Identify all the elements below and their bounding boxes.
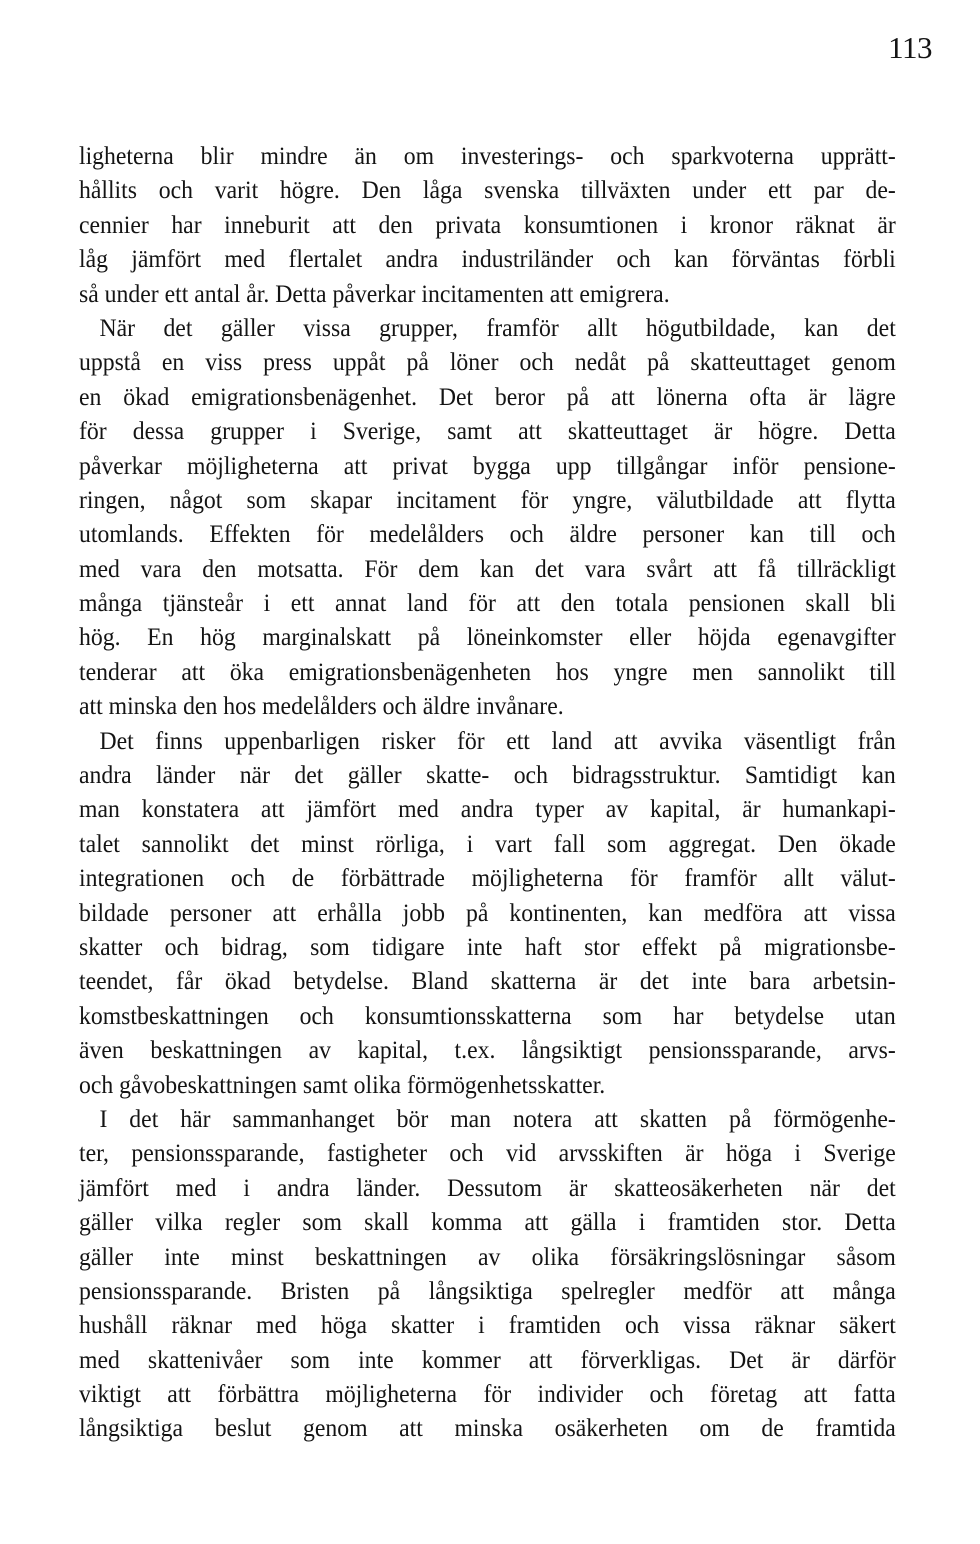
text-line: låg jämfört med flertalet andra industriländer och kan förväntas förbli xyxy=(79,244,896,274)
paragraph xyxy=(79,724,896,1102)
text-line: Det finns uppenbarligen risker för ett land att avvika väsentligt från xyxy=(99,725,896,755)
text-line: talet sannolikt det minst rörliga, i vart fall som aggregat. Den ökade xyxy=(79,828,896,858)
text-line: bildade personer att erhålla jobb på kontinenten, kan medföra att vissa xyxy=(79,897,896,927)
text-line: gäller vilka regler som skall komma att gälla i framtiden stor. Detta xyxy=(79,1207,896,1237)
text-line: många tjänsteår i ett annat land för att den totala pensionen skall bli xyxy=(79,588,896,618)
text-line: komstbeskattningen och konsumtionsskatterna som har betydelse utan xyxy=(79,1000,896,1030)
text-line: ringen, något som skapar incitament för yngre, välutbildade att flytta xyxy=(79,484,896,514)
text-line: jämfört med i andra länder. Dessutom är skatteosäkerheten när det xyxy=(79,1172,896,1202)
text-line: hållits och varit högre. Den låga svenska tillväxten under ett par de- xyxy=(79,175,896,205)
text-line: När det gäller vissa grupper, framför allt högutbildade, kan det xyxy=(99,312,896,342)
text-line: pensionssparande. Bristen på långsiktiga spelregler medför att många xyxy=(79,1275,896,1305)
paragraph xyxy=(79,1102,896,1446)
text-line: hög. En hög marginalskatt på löneinkomster eller höjda egenavgifter xyxy=(79,622,896,652)
text-line: integrationen och de förbättrade möjligheterna för framför allt välut- xyxy=(79,863,896,893)
text-line: påverkar möjligheterna att privat bygga upp tillgångar inför pensione- xyxy=(79,450,896,480)
text-line: skatter och bidrag, som tidigare inte haft stor effekt på migrationsbe- xyxy=(79,931,896,961)
text-line: ligheterna blir mindre än om investerings- och sparkvoterna upprätt- xyxy=(79,141,896,170)
text-line: så under ett antal år. Detta påverkar incitamenten att emigrera. xyxy=(79,278,670,308)
text-line: andra länder när det gäller skatte- och bidragsstruktur. Samtidigt kan xyxy=(79,760,896,790)
text-line: tenderar att öka emigrationsbenägenheten hos yngre men sannolikt till xyxy=(79,656,896,686)
text-line: utomlands. Effekten för medelålders och äldre personer kan till och xyxy=(79,519,896,549)
text-line: långsiktiga beslut genom att minska osäkerheten om de framtida xyxy=(79,1413,896,1443)
text-line: man konstatera att jämfört med andra typer av kapital, är humankapi- xyxy=(79,794,896,824)
text-line: teendet, får ökad betydelse. Bland skatterna är det inte bara arbetsin- xyxy=(79,966,896,996)
text-line: gäller inte minst beskattningen av olika försäkringslösningar såsom xyxy=(79,1241,896,1271)
text-line: hushåll räknar med höga skatter i framtiden och vissa räknar säkert xyxy=(79,1310,896,1340)
text-line: I det här sammanhanget bör man notera att skatten på förmögenhe- xyxy=(99,1103,896,1133)
text-line: viktigt att förbättra möjligheterna för individer och företag att fatta xyxy=(79,1379,896,1409)
paragraph xyxy=(79,311,896,724)
text-line: med skattenivåer som inte kommer att förverkligas. Det är därför xyxy=(79,1344,896,1374)
text-line: att minska den hos medelålders och äldre invånare. xyxy=(79,691,564,721)
text-line: för dessa grupper i Sverige, samt att skatteuttaget är högre. Detta xyxy=(79,416,896,446)
text-line: en ökad emigrationsbenägenhet. Det beror på att lönerna ofta är lägre xyxy=(79,381,896,411)
text-line: cennier har inneburit att den privata konsumtionen i kronor räknat är xyxy=(79,209,896,239)
paragraph xyxy=(79,139,896,311)
page-number: 113 xyxy=(888,30,932,65)
body-text xyxy=(79,139,896,1446)
text-line: ter, pensionssparande, fastigheter och vid arvsskiften är höga i Sverige xyxy=(79,1138,896,1168)
text-line: uppstå en viss press uppåt på löner och nedåt på skatteuttaget genom xyxy=(79,347,896,377)
text-line: även beskattningen av kapital, t.ex. långsiktigt pensionssparande, arvs- xyxy=(79,1035,896,1065)
text-line: och gåvobeskattningen samt olika förmögenhetsskatter. xyxy=(79,1069,606,1099)
text-line: med vara den motsatta. För dem kan det vara svårt att få tillräckligt xyxy=(79,553,896,583)
